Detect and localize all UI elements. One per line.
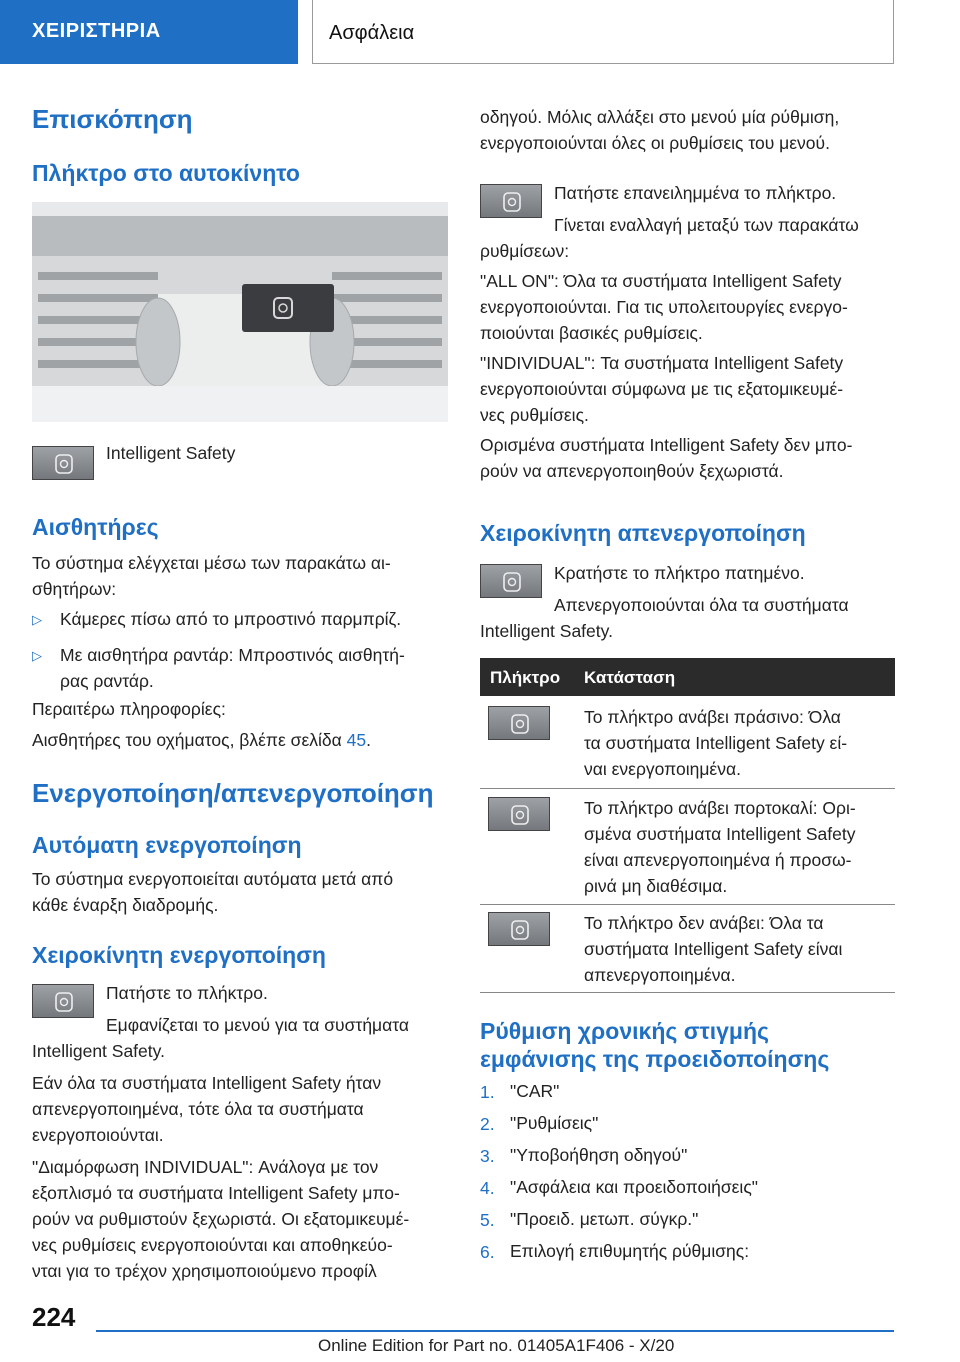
auto-activation-title: Αυτόματη ενεργοποίηση — [32, 832, 302, 858]
table-header-key: Πλήκτρο — [490, 668, 561, 687]
dashboard-button-photo — [32, 202, 448, 422]
key-state-orange-icon — [488, 797, 550, 831]
some-systems-1: Ορισμένα συστήματα Intelligent Safety δεν μπο- — [480, 435, 853, 455]
header-chapter-box — [312, 0, 894, 64]
step-text: "CAR" — [510, 1081, 560, 1101]
manual-activation-title: Χειροκίνητη ενεργοποίηση — [32, 942, 326, 968]
deact-1: Απενεργοποιούνται όλα τα συστήματα — [554, 595, 849, 615]
cont-2: ενεργοποιούνται όλες οι ρυθμίσεις του μενού. — [480, 133, 830, 153]
manual-deactivation-title: Χειροκίνητη απενεργοποίηση — [480, 520, 806, 546]
sensors-title: Αισθητήρες — [32, 514, 159, 540]
step-number: 1. — [480, 1082, 495, 1102]
header-chapter-label: Ασφάλεια — [329, 22, 415, 44]
allon-3: ποιούνται βασικές ρυθμίσεις. — [480, 323, 703, 343]
table-row-3-line-1: Το πλήκτρο δεν ανάβει: Όλα τα — [584, 913, 824, 933]
table-bottom-border — [480, 992, 895, 993]
manual-p2-4: νες ρυθμίσεις ενεργοποιούνται και αποθηκεύο- — [32, 1235, 393, 1255]
header-section-tab — [0, 0, 298, 64]
key-caption: Intelligent Safety — [106, 443, 236, 463]
step-text: "Ασφάλεια και προειδοποιήσεις" — [510, 1177, 758, 1197]
sensor-bullet-1: Κάμερες πίσω από το μπροστινό παρμπρίζ. — [60, 609, 402, 629]
intelligent-safety-key-icon — [32, 984, 94, 1018]
bullet-triangle-icon: ▷ — [32, 612, 42, 627]
more-info-label: Περαιτέρω πληροφορίες: — [32, 699, 226, 719]
deact-2: Intelligent Safety. — [480, 621, 613, 641]
individual-3: νες ρυθμίσεις. — [480, 405, 589, 425]
edition-footer: Online Edition for Part no. 01405A1F406 - X/20 — [318, 1336, 675, 1355]
warning-timing-title-2: εμφάνισης της προειδοποίησης — [480, 1046, 830, 1072]
table-row-2-line-4: ρινά μη διαθέσιμα. — [584, 876, 728, 896]
intelligent-safety-key-icon — [480, 564, 542, 598]
table-row-2-line-3: είναι απενεργοποιημένα ή προσω- — [584, 850, 852, 870]
repeat-press: Πατήστε επανειλημμένα το πλήκτρο. — [554, 183, 837, 203]
some-systems-2: ρούν να απενεργοποιηθούν ξεχωριστά. — [480, 461, 784, 481]
auto-text-1: Το σύστημα ενεργοποιείται αυτόματα μετά από — [32, 869, 394, 889]
manual-p2-2: εξοπλισμό τα συστήματα Intelligent Safety μπο- — [32, 1183, 400, 1203]
switch-1: Γίνεται εναλλαγή μεταξύ των παρακάτω — [554, 215, 859, 235]
reference-period: . — [366, 730, 371, 750]
table-header-state: Κατάσταση — [584, 668, 676, 687]
switch-2: ρυθμίσεων: — [480, 241, 570, 261]
table-row-3-line-2: συστήματα Intelligent Safety είναι — [584, 939, 843, 959]
table-row-1-line-3: ναι ενεργοποιημένα. — [584, 759, 741, 779]
step-number: 4. — [480, 1178, 495, 1198]
warning-timing-title-1: Ρύθμιση χρονικής στιγμής — [480, 1018, 769, 1044]
step-text: "Ρυθμίσεις" — [510, 1113, 599, 1133]
allon-1: "ALL ON": Όλα τα συστήματα Intelligent Safety — [480, 271, 842, 291]
key-state-table-header — [480, 658, 895, 696]
header-section-label: ΧΕΙΡΙΣΤΗΡΙΑ — [32, 20, 161, 42]
manual-menu-1: Εμφανίζεται το μενού για τα συστήματα — [106, 1015, 410, 1035]
step-number: 3. — [480, 1146, 495, 1166]
key-state-off-icon — [488, 912, 550, 946]
sensor-bullet-2a: Με αισθητήρα ραντάρ: Μπροστινός αισθητή- — [60, 645, 405, 665]
step-number: 2. — [480, 1114, 495, 1134]
overview-title: Επισκόπηση — [32, 104, 193, 134]
table-row-1-line-2: τα συστήματα Intelligent Safety εί- — [584, 733, 848, 753]
manual-p2-5: νται για το τρέχον χρησιμοποιούμενο προφίλ — [32, 1261, 377, 1281]
step-number: 5. — [480, 1210, 495, 1230]
individual-2: ενεργοποιούνται σύμφωνα με τις εξατομικευμέ- — [480, 379, 844, 399]
manual-press: Πατήστε το πλήκτρο. — [106, 983, 268, 1003]
table-row-divider — [480, 788, 895, 789]
step-text: Επιλογή επιθυμητής ρύθμισης: — [510, 1241, 750, 1261]
manual-menu-2: Intelligent Safety. — [32, 1041, 165, 1061]
bullet-triangle-icon: ▷ — [32, 648, 42, 663]
table-row-3-line-3: απενεργοποιημένα. — [584, 965, 736, 985]
footer-rule — [96, 1330, 894, 1332]
manual-p1-3: ενεργοποιούνται. — [32, 1125, 164, 1145]
page-number: 224 — [32, 1302, 76, 1332]
activation-title: Ενεργοποίηση/απενεργοποίηση — [32, 778, 434, 808]
manual-p1-2: απενεργοποιημένα, τότε όλα τα συστήματα — [32, 1099, 364, 1119]
manual-p2-1: "Διαμόρφωση INDIVIDUAL": Ανάλογα με τον — [32, 1157, 379, 1177]
sensors-intro-line-1: Το σύστημα ελέγχεται μέσω των παρακάτω αι- — [32, 553, 391, 573]
manual-p2-3: ρούν να ρυθμιστούν ξεχωριστά. Οι εξατομικευμέ- — [32, 1209, 410, 1229]
table-row-2-line-2: σμένα συστήματα Intelligent Safety — [584, 824, 856, 844]
auto-text-2: κάθε έναρξη διαδρομής. — [32, 895, 219, 915]
sensors-intro-line-2: σθητήρων: — [32, 579, 117, 599]
reference-text: Αισθητήρες του οχήματος, βλέπε σελίδα — [32, 730, 347, 750]
individual-1: "INDIVIDUAL": Τα συστήματα Intelligent Safety — [480, 353, 844, 373]
manual-p1-1: Εάν όλα τα συστήματα Intelligent Safety ήταν — [32, 1073, 382, 1093]
step-text: "Προειδ. μετωπ. σύγκρ." — [510, 1209, 699, 1229]
key-state-green-icon — [488, 706, 550, 740]
page-link-45[interactable]: 45 — [346, 730, 367, 750]
step-number: 6. — [480, 1242, 495, 1262]
table-row-2-line-1: Το πλήκτρο ανάβει πορτοκαλί: Ορι- — [584, 798, 856, 818]
dashboard-photo-illustration — [32, 202, 448, 422]
intelligent-safety-key-icon — [32, 446, 94, 480]
more-info-reference — [32, 727, 371, 753]
intelligent-safety-key-icon — [480, 184, 542, 218]
key-in-car-title: Πλήκτρο στο αυτοκίνητο — [32, 160, 300, 186]
allon-2: ενεργοποιούνται. Για τις υπολειτουργίες ενεργο- — [480, 297, 848, 317]
table-row-1-line-1: Το πλήκτρο ανάβει πράσινο: Όλα — [584, 707, 841, 727]
step-text: "Υποβοήθηση οδηγού" — [510, 1145, 688, 1165]
sensor-bullet-2b: ρας ραντάρ. — [60, 671, 154, 691]
deact-hold: Κρατήστε το πλήκτρο πατημένο. — [554, 563, 805, 583]
table-row-divider — [480, 904, 895, 905]
cont-1: οδηγού. Μόλις αλλάξει στο μενού μία ρύθμιση, — [480, 107, 840, 127]
